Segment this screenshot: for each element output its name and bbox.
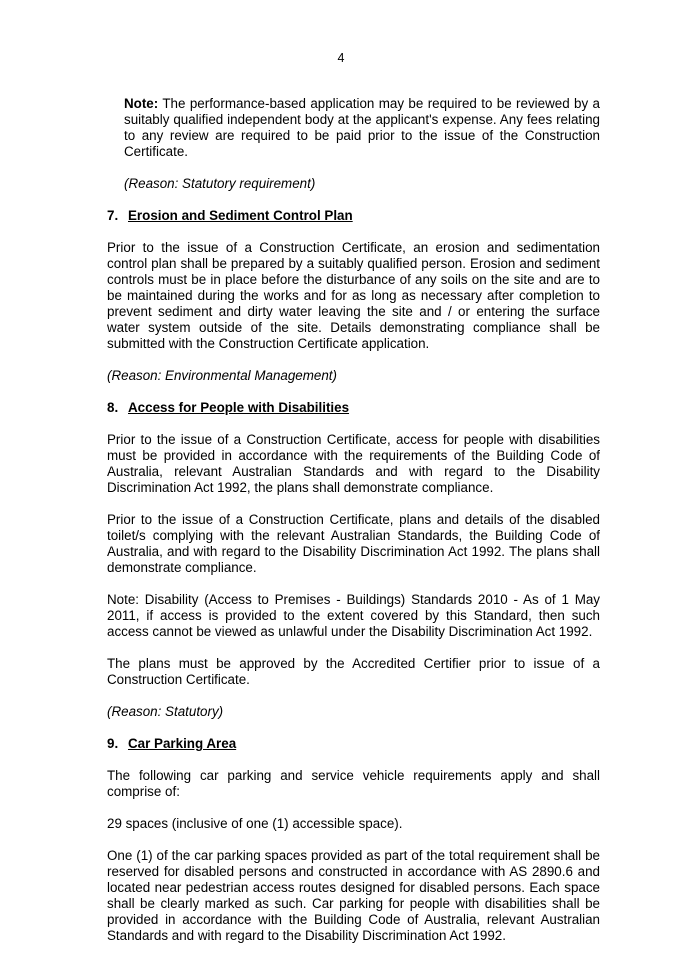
intro-note-paragraph <box>124 96 600 160</box>
section-7-reason: (Reason: Environmental Management) <box>107 368 337 383</box>
section-heading-9 <box>107 736 600 752</box>
section-8-reason: (Reason: Statutory) <box>107 704 224 719</box>
section-title: Car Parking Area <box>128 736 237 751</box>
document-body <box>107 96 600 944</box>
page-number: 4 <box>337 51 345 65</box>
section-number: 7. <box>107 208 119 223</box>
section-8-paragraph-2: Prior to the issue of a Construction Certificate, plans and details of the disabled toilet/s complying with the relevant Australian Standards, the Building Code of Australia, and with regard to the Disability Discrimination Act 1992. The plans shall demonstrate compliance. <box>107 512 600 575</box>
section-8-paragraph-3: Note: Disability (Access to Premises - Buildings) Standards 2010 - As of 1 May 2011, if access is provided to the extent covered by this Standard, then such access cannot be viewed as unlawful under the Disability Discrimination Act 1992. <box>107 592 600 639</box>
note-label: Note: <box>124 96 159 111</box>
section-7-paragraph-1: Prior to the issue of a Construction Certificate, an erosion and sedimentation control plan shall be prepared by a suitably qualified person. Erosion and sediment controls must be in place before the disturbance of any soils on the site and are to be maintained during the works and for as long as necessary after completion to prevent sediment and dirty water leaving the site and / or entering the surface water system outside of the site. Details demonstrating compliance shall be submitted with the Construction Certificate application. <box>107 240 600 351</box>
section-9-paragraph-1: The following car parking and service vehicle requirements apply and shall comprise of: <box>107 768 600 799</box>
intro-note <box>107 96 600 192</box>
section-8-paragraph-1: Prior to the issue of a Construction Certificate, access for people with disabilities must be provided in accordance with the requirements of the Building Code of Australia, relevant Australian Standards and with regard to the Disability Discrimination Act 1992, the plans shall demonstrate compliance. <box>107 432 600 495</box>
section-number: 9. <box>107 736 119 751</box>
section-heading-7 <box>107 208 600 224</box>
intro-reason: (Reason: Statutory requirement) <box>124 176 316 191</box>
section-title: Erosion and Sediment Control Plan <box>128 208 353 223</box>
section-9-paragraph-3: One (1) of the car parking spaces provided as part of the total requirement shall be reserved for disabled persons and constructed in accordance with AS 2890.6 and located near pedestrian access routes designed for disabled persons. Each space shall be clearly marked as such. Car parking for people with disabilities shall be provided in accordance with the Building Code of Australia, relevant Australian Standards and with regard to the Disability Discrimination Act 1992. <box>107 848 600 943</box>
section-9-paragraph-2: 29 spaces (inclusive of one (1) accessible space). <box>107 816 403 831</box>
section-heading-8 <box>107 400 600 416</box>
section-title: Access for People with Disabilities <box>128 400 350 415</box>
section-8-paragraph-4: The plans must be approved by the Accredited Certifier prior to issue of a Construction Certificate. <box>107 656 600 687</box>
section-number: 8. <box>107 400 119 415</box>
note-text: The performance-based application may be required to be reviewed by a suitably qualified independent body at the applicant's expense. Any fees relating to any review are required to be paid prior to the issue of the Construction Certificate. <box>124 96 601 159</box>
